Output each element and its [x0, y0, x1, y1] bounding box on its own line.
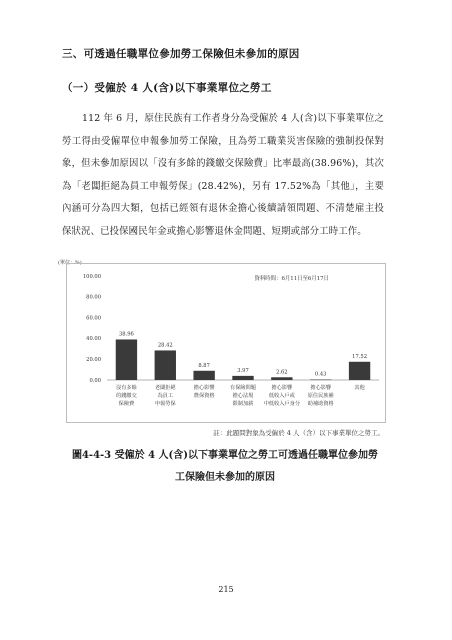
x-category-label: 擔心影響: [271, 385, 293, 391]
y-tick-label: 80.00: [86, 294, 101, 301]
bar-chart: [67, 264, 387, 424]
bar-value-label: 17.52: [352, 353, 368, 360]
y-tick-label: 100.00: [82, 273, 101, 280]
figure-caption: [60, 445, 390, 489]
bar-value-label: 8.87: [198, 362, 210, 369]
x-category-label: 助補助資格: [307, 401, 334, 407]
x-category-label: 有保險問題: [230, 385, 256, 391]
x-category-label: 擔心影響: [193, 385, 215, 391]
caption-line-1: 圖4-4-3 受僱於 4 人(含)以下事業單位之勞工可透過任職單位參加勞: [71, 450, 379, 461]
page-number: 215: [218, 585, 234, 594]
body-paragraph: 112 年 6 月，原住民族有工作者身分為受僱於 4 人(含)以下事業單位之勞工得由受僱單位申報參加勞工保險，且為勞工職業災害保險的強制投保對象，但未參加原因以「沒有多餘的錢繳交保險費」比率最高(38.96%)，其次為「老闆拒絕為員工申報勞保」(28.42%)，另有 17.52%為「其他」，主要內涵可分為四大類，包括已經領有退休金擔心後續請領問題、不清楚雇主投保狀況、已投保國民年金或擔心影響退休金問題、短期或部分工時工作。: [62, 113, 384, 237]
chart-frame: [66, 263, 386, 423]
bar: [116, 339, 137, 380]
bar: [155, 350, 176, 380]
x-category-label: 原住民族補: [307, 393, 334, 399]
x-category-label: 申報勞保: [154, 401, 176, 407]
bar: [193, 371, 214, 380]
x-category-label: 保險費: [118, 401, 135, 407]
y-tick-label: 0.00: [89, 377, 101, 384]
bar: [271, 377, 292, 380]
bar-value-label: 28.42: [157, 342, 173, 349]
section-heading: 三、可透過任職單位參加勞工保險但未參加的原因: [62, 48, 300, 60]
bar-value-label: 38.96: [118, 331, 134, 338]
bar-value-label: 3.97: [237, 367, 249, 374]
x-category-label: 限制加薪: [232, 401, 254, 407]
sub-heading: （一）受僱於 4 人(含)以下事業單位之勞工: [62, 82, 272, 94]
caption-line-2: 工保險但未參加的原因: [175, 472, 275, 483]
bar-value-label: 0.43: [314, 371, 327, 378]
x-category-label: 低收入戶或: [268, 393, 295, 399]
chart-unit-label: (單位：%): [58, 260, 82, 266]
bar-value-label: 2.62: [276, 369, 288, 376]
bar: [232, 376, 253, 380]
y-tick-label: 20.00: [86, 357, 101, 363]
x-category-label: 擔心影響: [310, 385, 332, 391]
x-category-label: 沒有多餘: [116, 385, 137, 391]
chart-annotation: 資料時間：6月11日至6月17日: [254, 276, 329, 282]
bar: [310, 380, 331, 381]
y-tick-label: 40.00: [86, 336, 101, 343]
x-category-label: 的錢繳交: [116, 393, 137, 399]
bar: [349, 362, 370, 380]
x-category-label: 為員工: [157, 393, 174, 399]
x-category-label: 其他: [354, 385, 365, 391]
x-category-label: 老闆拒絕: [154, 385, 176, 391]
figure-note: 註：此題問對象為受僱於 4 人（含）以下事業單位之勞工。: [213, 429, 384, 437]
x-category-label: 中低收入戶身分: [263, 401, 301, 407]
y-tick-label: 60.00: [86, 315, 101, 322]
x-category-label: 擔心法規: [232, 393, 254, 399]
x-category-label: 農保資格: [193, 393, 215, 399]
